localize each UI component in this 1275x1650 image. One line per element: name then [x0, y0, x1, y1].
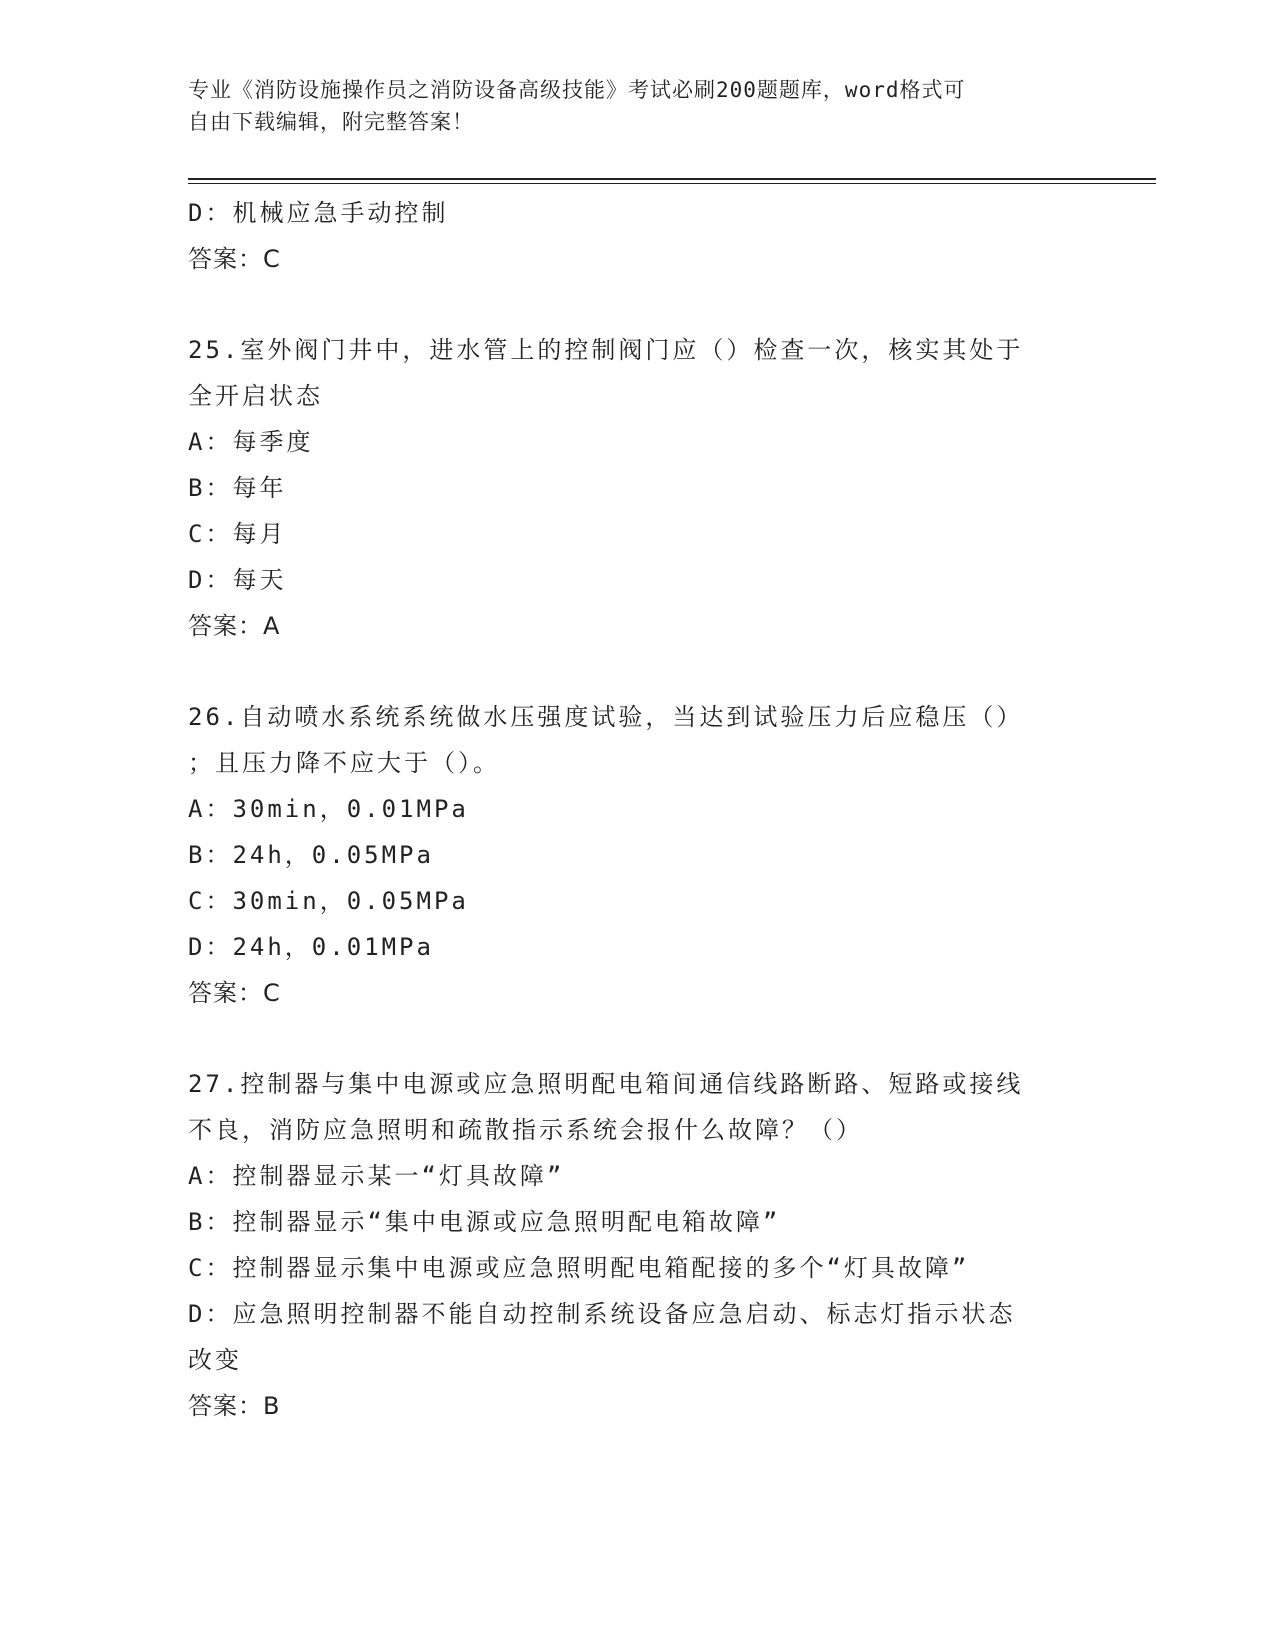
spacer — [188, 282, 1078, 327]
option-b: B：控制器显示“集中电源或应急照明配电箱故障” — [188, 1208, 781, 1236]
spacer — [188, 649, 1078, 694]
header-divider-thin — [188, 183, 1156, 184]
option-a: A：30min，0.01MPa — [188, 795, 469, 823]
question-stem-line: 全开启状态 — [188, 382, 323, 410]
answer: 答案：C — [188, 979, 281, 1007]
question-25 — [188, 327, 1078, 649]
question-list — [188, 190, 1078, 1429]
question-stem-line: 25.室外阀门井中，进水管上的控制阀门应（）检查一次，核实其处于 — [188, 336, 1024, 364]
spacer — [188, 1016, 1078, 1061]
option-c: C：每月 — [188, 520, 287, 548]
header-line-1: 专业《消防设施操作员之消防设备高级技能》考试必刷200题题库，word格式可 — [188, 78, 966, 102]
question-stem-line: 27.控制器与集中电源或应急照明配电箱间通信线路断路、短路或接线 — [188, 1070, 1024, 1098]
option-d-continuation: 改变 — [188, 1346, 242, 1374]
question-26 — [188, 694, 1078, 1016]
header-line-2: 自由下载编辑，附完整答案！ — [188, 110, 474, 134]
question-27 — [188, 1061, 1078, 1429]
option-c: C：控制器显示集中电源或应急照明配电箱配接的多个“灯具故障” — [188, 1254, 970, 1282]
question-stem-line: 不良，消防应急照明和疏散指示系统会报什么故障？（） — [188, 1116, 863, 1144]
option-d: D：24h，0.01MPa — [188, 933, 434, 961]
option-d: D：应急照明控制器不能自动控制系统设备应急启动、标志灯指示状态 — [188, 1300, 1016, 1328]
question-stem-line: ；且压力降不应大于（）。 — [188, 749, 500, 777]
option-a: A：控制器显示某一“灯具故障” — [188, 1162, 565, 1190]
carryover-answer: 答案：C — [188, 245, 281, 273]
option-b: B：每年 — [188, 474, 287, 502]
carryover-option-d: D：机械应急手动控制 — [188, 199, 449, 227]
option-c: C：30min，0.05MPa — [188, 887, 469, 915]
header-divider-thick — [188, 178, 1156, 180]
answer: 答案：A — [188, 612, 281, 640]
option-d: D：每天 — [188, 566, 287, 594]
question-stem-line: 26.自动喷水系统系统做水压强度试验，当达到试验压力后应稳压（） — [188, 703, 1024, 731]
document-header — [188, 74, 1068, 138]
answer: 答案：B — [188, 1392, 281, 1420]
option-b: B：24h，0.05MPa — [188, 841, 434, 869]
option-a: A：每季度 — [188, 428, 314, 456]
